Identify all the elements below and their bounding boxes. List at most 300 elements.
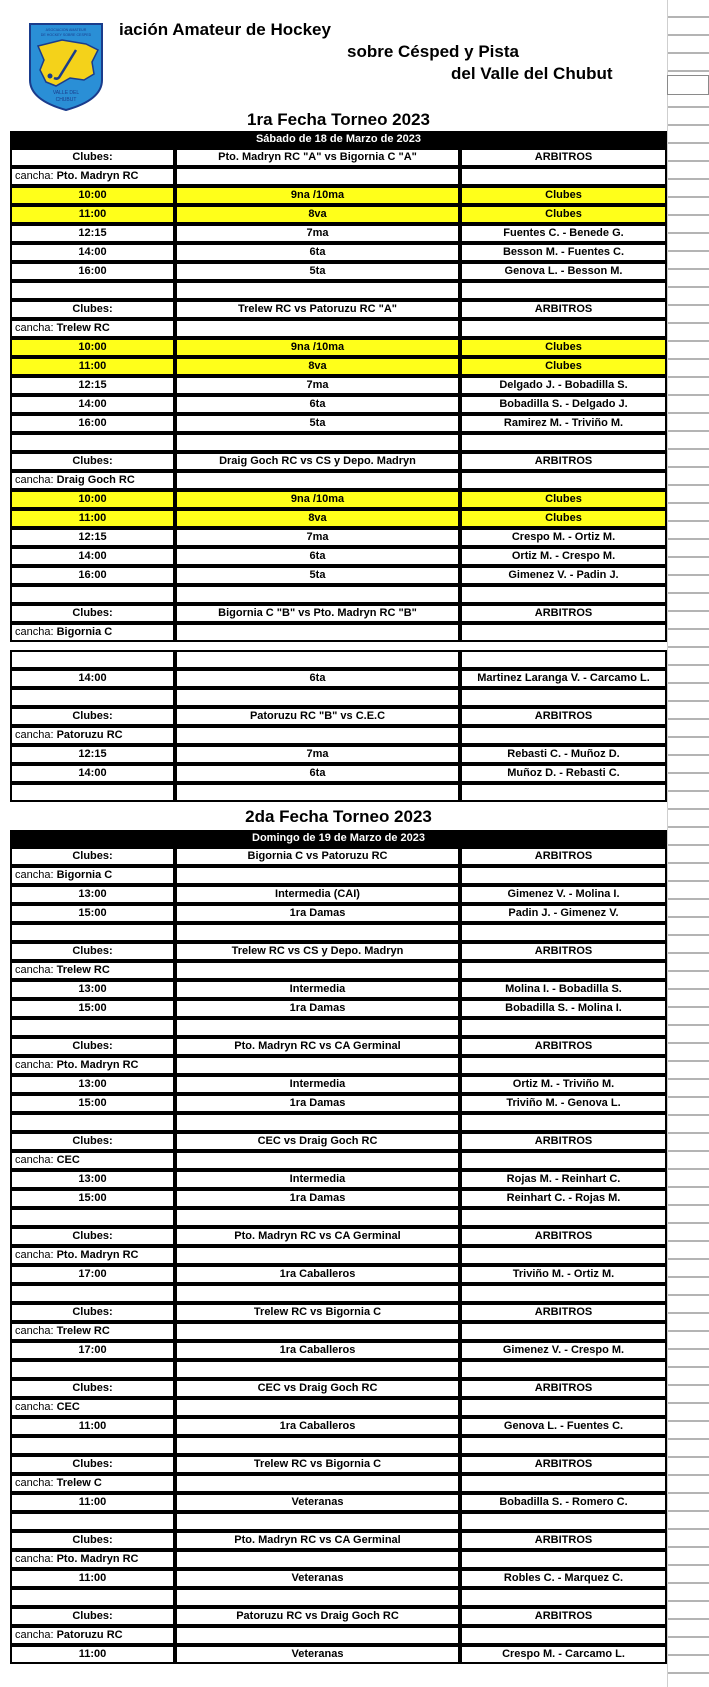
logo-text-4: CHUBUT bbox=[55, 97, 77, 103]
time-cell: 14:00 bbox=[10, 669, 175, 688]
empty-row bbox=[10, 433, 667, 452]
empty-cell bbox=[460, 1208, 667, 1227]
arbitros-label: ARBITROS bbox=[460, 707, 667, 726]
time-cell: 15:00 bbox=[10, 904, 175, 923]
match-row bbox=[10, 745, 667, 764]
match-row bbox=[10, 1094, 667, 1113]
empty-cell bbox=[175, 1056, 460, 1075]
category-cell: 1ra Damas bbox=[175, 1094, 460, 1113]
empty-cell bbox=[175, 1436, 460, 1455]
time-cell: 16:00 bbox=[10, 414, 175, 433]
clubes-header-row bbox=[10, 1227, 667, 1246]
time-cell: 14:00 bbox=[10, 547, 175, 566]
time-cell: 12:15 bbox=[10, 528, 175, 547]
category-cell: 1ra Damas bbox=[175, 904, 460, 923]
arbitros-label: ARBITROS bbox=[460, 300, 667, 319]
arbitros-label: ARBITROS bbox=[460, 452, 667, 471]
clubes-header-row bbox=[10, 1303, 667, 1322]
empty-cell bbox=[10, 783, 175, 802]
category-cell: 1ra Damas bbox=[175, 1189, 460, 1208]
time-cell: 11:00 bbox=[10, 1569, 175, 1588]
match-row bbox=[10, 764, 667, 783]
match-row bbox=[10, 1417, 667, 1436]
referees-cell: Ortiz M. - Triviño M. bbox=[460, 1075, 667, 1094]
empty-cell bbox=[460, 1246, 667, 1265]
empty-cell bbox=[175, 623, 460, 642]
cancha-cell bbox=[10, 961, 175, 980]
empty-cell bbox=[460, 623, 667, 642]
match-row bbox=[10, 1493, 667, 1512]
match-row bbox=[10, 357, 667, 376]
cancha-row bbox=[10, 1398, 667, 1417]
referees-cell: Reinhart C. - Rojas M. bbox=[460, 1189, 667, 1208]
cancha-venue: Pto. Madryn RC bbox=[56, 170, 139, 182]
empty-cell bbox=[460, 1018, 667, 1037]
match-row bbox=[10, 1075, 667, 1094]
date-bar: Sábado de 18 de Marzo de 2023 bbox=[10, 131, 667, 148]
cancha-venue: Pto. Madryn RC bbox=[56, 1059, 139, 1071]
empty-cell bbox=[460, 1436, 667, 1455]
cancha-row bbox=[10, 623, 667, 642]
empty-row bbox=[10, 1284, 667, 1303]
empty-cell bbox=[175, 650, 460, 669]
cancha-cell bbox=[10, 471, 175, 490]
empty-cell bbox=[10, 1512, 175, 1531]
arbitros-label: ARBITROS bbox=[460, 1531, 667, 1550]
referees-cell: Muñoz D. - Rebasti C. bbox=[460, 764, 667, 783]
empty-row bbox=[10, 1512, 667, 1531]
matchup-cell: Trelew RC vs Bigornia C bbox=[175, 1455, 460, 1474]
empty-cell bbox=[10, 433, 175, 452]
empty-cell bbox=[460, 471, 667, 490]
referees-cell: Triviño M. - Ortiz M. bbox=[460, 1265, 667, 1284]
referees-cell: Rojas M. - Reinhart C. bbox=[460, 1170, 667, 1189]
matchup-cell: Pto. Madryn RC "A" vs Bigornia C "A" bbox=[175, 148, 460, 167]
category-cell: 6ta bbox=[175, 764, 460, 783]
cancha-row bbox=[10, 866, 667, 885]
clubes-label: Clubes: bbox=[10, 452, 175, 471]
arbitros-label: ARBITROS bbox=[460, 604, 667, 623]
empty-cell bbox=[175, 585, 460, 604]
clubes-label: Clubes: bbox=[10, 1455, 175, 1474]
empty-cell bbox=[10, 688, 175, 707]
match-row bbox=[10, 376, 667, 395]
clubes-label: Clubes: bbox=[10, 1531, 175, 1550]
match-row bbox=[10, 1341, 667, 1360]
empty-cell bbox=[10, 1284, 175, 1303]
empty-cell bbox=[175, 726, 460, 745]
empty-row bbox=[10, 650, 667, 669]
category-cell: 6ta bbox=[175, 669, 460, 688]
referees-cell: Bobadilla S. - Molina I. bbox=[460, 999, 667, 1018]
referees-cell: Ortiz M. - Crespo M. bbox=[460, 547, 667, 566]
cancha-cell bbox=[10, 1626, 175, 1645]
empty-row bbox=[10, 783, 667, 802]
category-cell: 9na /10ma bbox=[175, 490, 460, 509]
empty-cell bbox=[175, 1550, 460, 1569]
category-cell: 8va bbox=[175, 509, 460, 528]
clubes-label: Clubes: bbox=[10, 1227, 175, 1246]
empty-cell bbox=[460, 1284, 667, 1303]
empty-cell bbox=[175, 1626, 460, 1645]
fecha-title: 2da Fecha Torneo 2023 bbox=[245, 807, 432, 826]
empty-cell bbox=[460, 650, 667, 669]
empty-cell bbox=[175, 1151, 460, 1170]
logo-text-2: DE HOCKEY SOBRE CESPED bbox=[40, 33, 92, 37]
empty-row bbox=[10, 1360, 667, 1379]
category-cell: 1ra Damas bbox=[175, 999, 460, 1018]
empty-cell bbox=[10, 923, 175, 942]
time-cell: 11:00 bbox=[10, 1417, 175, 1436]
empty-cell bbox=[460, 923, 667, 942]
cancha-venue: Trelew RC bbox=[56, 322, 110, 334]
referees-cell: Rebasti C. - Muñoz D. bbox=[460, 745, 667, 764]
time-cell: 15:00 bbox=[10, 1189, 175, 1208]
fecha-title: 1ra Fecha Torneo 2023 bbox=[247, 110, 430, 129]
time-cell: 11:00 bbox=[10, 357, 175, 376]
cancha-label: cancha: bbox=[15, 1553, 54, 1565]
spreadsheet-margin-lines bbox=[667, 0, 709, 1687]
arbitros-label: ARBITROS bbox=[460, 1037, 667, 1056]
empty-cell bbox=[10, 1360, 175, 1379]
empty-row bbox=[10, 923, 667, 942]
empty-cell bbox=[10, 1588, 175, 1607]
category-cell: Intermedia bbox=[175, 1170, 460, 1189]
logo-text-3: VALLE DEL bbox=[52, 90, 80, 96]
clubes-header-row bbox=[10, 1607, 667, 1626]
cancha-label: cancha: bbox=[15, 1401, 54, 1413]
time-cell: 13:00 bbox=[10, 1075, 175, 1094]
empty-cell bbox=[460, 1512, 667, 1531]
cancha-venue: CEC bbox=[56, 1401, 80, 1413]
category-cell: Intermedia (CAI) bbox=[175, 885, 460, 904]
category-cell: 9na /10ma bbox=[175, 338, 460, 357]
match-row bbox=[10, 669, 667, 688]
match-row bbox=[10, 904, 667, 923]
empty-cell bbox=[460, 1360, 667, 1379]
matchup-cell: Bigornia C "B" vs Pto. Madryn RC "B" bbox=[175, 604, 460, 623]
time-cell: 16:00 bbox=[10, 262, 175, 281]
empty-cell bbox=[175, 1113, 460, 1132]
empty-cell bbox=[460, 281, 667, 300]
cancha-cell bbox=[10, 167, 175, 186]
time-cell: 15:00 bbox=[10, 999, 175, 1018]
match-row bbox=[10, 999, 667, 1018]
referees-cell: Gimenez V. - Crespo M. bbox=[460, 1341, 667, 1360]
empty-cell bbox=[175, 1474, 460, 1493]
referees-cell: Crespo M. - Carcamo L. bbox=[460, 1645, 667, 1664]
time-cell: 16:00 bbox=[10, 566, 175, 585]
clubes-header-row bbox=[10, 1379, 667, 1398]
empty-cell bbox=[460, 585, 667, 604]
time-cell: 11:00 bbox=[10, 1493, 175, 1512]
cancha-row bbox=[10, 1246, 667, 1265]
cancha-row bbox=[10, 1474, 667, 1493]
category-cell: Veteranas bbox=[175, 1645, 460, 1664]
org-name-line-2: sobre Césped y Pista bbox=[347, 42, 519, 61]
match-row bbox=[10, 490, 667, 509]
cancha-row bbox=[10, 319, 667, 338]
match-row bbox=[10, 1645, 667, 1664]
cancha-cell bbox=[10, 623, 175, 642]
referees-cell: Fuentes C. - Benede G. bbox=[460, 224, 667, 243]
matchup-cell: Pto. Madryn RC vs CA Germinal bbox=[175, 1037, 460, 1056]
matchup-cell: CEC vs Draig Goch RC bbox=[175, 1132, 460, 1151]
arbitros-label: ARBITROS bbox=[460, 1132, 667, 1151]
empty-cell bbox=[175, 1284, 460, 1303]
arbitros-label: ARBITROS bbox=[460, 1455, 667, 1474]
referees-cell: Besson M. - Fuentes C. bbox=[460, 243, 667, 262]
match-row bbox=[10, 509, 667, 528]
empty-cell bbox=[460, 783, 667, 802]
empty-row bbox=[10, 1436, 667, 1455]
time-cell: 14:00 bbox=[10, 764, 175, 783]
spreadsheet-margin-box bbox=[667, 75, 709, 95]
category-cell: 7ma bbox=[175, 745, 460, 764]
clubes-header-row bbox=[10, 452, 667, 471]
cancha-cell bbox=[10, 1056, 175, 1075]
match-row bbox=[10, 547, 667, 566]
cancha-cell bbox=[10, 1550, 175, 1569]
referees-cell: Clubes bbox=[460, 509, 667, 528]
time-cell: 10:00 bbox=[10, 490, 175, 509]
time-cell: 11:00 bbox=[10, 509, 175, 528]
referees-cell: Genova L. - Besson M. bbox=[460, 262, 667, 281]
hockey-ball-icon bbox=[48, 74, 53, 79]
match-row bbox=[10, 528, 667, 547]
cancha-label: cancha: bbox=[15, 474, 54, 486]
cancha-cell bbox=[10, 866, 175, 885]
empty-cell bbox=[460, 726, 667, 745]
time-cell: 17:00 bbox=[10, 1265, 175, 1284]
empty-cell bbox=[10, 1208, 175, 1227]
empty-cell bbox=[10, 1018, 175, 1037]
cancha-row bbox=[10, 1626, 667, 1645]
match-row bbox=[10, 205, 667, 224]
cancha-venue: Bigornia C bbox=[56, 626, 113, 638]
cancha-cell bbox=[10, 1246, 175, 1265]
clubes-header-row bbox=[10, 1455, 667, 1474]
referees-cell: Clubes bbox=[460, 490, 667, 509]
empty-cell bbox=[175, 1322, 460, 1341]
date-bar: Domingo de 19 de Marzo de 2023 bbox=[10, 830, 667, 847]
empty-row bbox=[10, 688, 667, 707]
cancha-venue: Bigornia C bbox=[56, 869, 113, 881]
arbitros-label: ARBITROS bbox=[460, 1303, 667, 1322]
match-row bbox=[10, 186, 667, 205]
matchup-cell: Trelew RC vs Patoruzu RC "A" bbox=[175, 300, 460, 319]
category-cell: 6ta bbox=[175, 547, 460, 566]
clubes-header-row bbox=[10, 604, 667, 623]
cancha-venue: Trelew C bbox=[56, 1477, 102, 1489]
empty-cell bbox=[175, 688, 460, 707]
cancha-cell bbox=[10, 726, 175, 745]
empty-cell bbox=[175, 1246, 460, 1265]
empty-cell bbox=[175, 1208, 460, 1227]
cancha-row bbox=[10, 167, 667, 186]
clubes-label: Clubes: bbox=[10, 707, 175, 726]
category-cell: 7ma bbox=[175, 376, 460, 395]
referees-cell: Genova L. - Fuentes C. bbox=[460, 1417, 667, 1436]
cancha-venue: Pto. Madryn RC bbox=[56, 1553, 139, 1565]
empty-cell bbox=[460, 1550, 667, 1569]
empty-row bbox=[10, 585, 667, 604]
empty-cell bbox=[175, 319, 460, 338]
empty-cell bbox=[175, 471, 460, 490]
clubes-label: Clubes: bbox=[10, 942, 175, 961]
match-row bbox=[10, 395, 667, 414]
category-cell: 6ta bbox=[175, 395, 460, 414]
matchup-cell: Trelew RC vs Bigornia C bbox=[175, 1303, 460, 1322]
empty-cell bbox=[175, 866, 460, 885]
empty-cell bbox=[175, 167, 460, 186]
empty-cell bbox=[175, 1360, 460, 1379]
empty-cell bbox=[460, 1113, 667, 1132]
empty-cell bbox=[460, 1398, 667, 1417]
category-cell: 8va bbox=[175, 205, 460, 224]
empty-cell bbox=[460, 688, 667, 707]
empty-row bbox=[10, 1208, 667, 1227]
empty-cell bbox=[175, 923, 460, 942]
empty-cell bbox=[175, 1588, 460, 1607]
match-row bbox=[10, 262, 667, 281]
referees-cell: Bobadilla S. - Delgado J. bbox=[460, 395, 667, 414]
match-row bbox=[10, 224, 667, 243]
empty-cell bbox=[175, 1018, 460, 1037]
clubes-label: Clubes: bbox=[10, 1132, 175, 1151]
empty-row bbox=[10, 1018, 667, 1037]
cancha-venue: Patoruzu RC bbox=[56, 729, 123, 741]
time-cell: 11:00 bbox=[10, 205, 175, 224]
empty-cell bbox=[460, 167, 667, 186]
clubes-label: Clubes: bbox=[10, 148, 175, 167]
cancha-cell bbox=[10, 1322, 175, 1341]
match-row bbox=[10, 566, 667, 585]
logo-text-1: ASOCIACION AMATEUR bbox=[45, 28, 87, 32]
cancha-row bbox=[10, 471, 667, 490]
referees-cell: Gimenez V. - Molina I. bbox=[460, 885, 667, 904]
match-row bbox=[10, 1170, 667, 1189]
match-row bbox=[10, 885, 667, 904]
matchup-cell: Pto. Madryn RC vs CA Germinal bbox=[175, 1531, 460, 1550]
org-name-line-3: del Valle del Chubut bbox=[451, 64, 613, 83]
cancha-label: cancha: bbox=[15, 729, 54, 741]
clubes-header-row bbox=[10, 942, 667, 961]
category-cell: 7ma bbox=[175, 528, 460, 547]
empty-cell bbox=[460, 1626, 667, 1645]
cancha-label: cancha: bbox=[15, 626, 54, 638]
empty-row bbox=[10, 1588, 667, 1607]
clubes-label: Clubes: bbox=[10, 604, 175, 623]
arbitros-label: ARBITROS bbox=[460, 1227, 667, 1246]
category-cell: 1ra Caballeros bbox=[175, 1417, 460, 1436]
empty-cell bbox=[10, 1113, 175, 1132]
category-cell: 5ta bbox=[175, 566, 460, 585]
match-row bbox=[10, 243, 667, 262]
empty-cell bbox=[460, 961, 667, 980]
empty-row bbox=[10, 281, 667, 300]
category-cell: Intermedia bbox=[175, 980, 460, 999]
empty-cell bbox=[460, 1322, 667, 1341]
clubes-label: Clubes: bbox=[10, 1379, 175, 1398]
time-cell: 13:00 bbox=[10, 885, 175, 904]
time-cell: 11:00 bbox=[10, 1645, 175, 1664]
cancha-cell bbox=[10, 319, 175, 338]
cancha-label: cancha: bbox=[15, 1249, 54, 1261]
empty-cell bbox=[175, 961, 460, 980]
time-cell: 15:00 bbox=[10, 1094, 175, 1113]
referees-cell: Clubes bbox=[460, 205, 667, 224]
clubes-header-row bbox=[10, 1132, 667, 1151]
time-cell: 10:00 bbox=[10, 186, 175, 205]
matchup-cell: Pto. Madryn RC vs CA Germinal bbox=[175, 1227, 460, 1246]
category-cell: Intermedia bbox=[175, 1075, 460, 1094]
cancha-row bbox=[10, 1151, 667, 1170]
cancha-row bbox=[10, 1056, 667, 1075]
empty-cell bbox=[175, 1398, 460, 1417]
arbitros-label: ARBITROS bbox=[460, 847, 667, 866]
clubes-header-row bbox=[10, 148, 667, 167]
clubes-label: Clubes: bbox=[10, 1607, 175, 1626]
empty-cell bbox=[460, 1151, 667, 1170]
cancha-label: cancha: bbox=[15, 1154, 54, 1166]
category-cell: 1ra Caballeros bbox=[175, 1265, 460, 1284]
org-name-line-1: iación Amateur de Hockey bbox=[119, 20, 331, 39]
time-cell: 12:15 bbox=[10, 224, 175, 243]
time-cell: 12:15 bbox=[10, 376, 175, 395]
arbitros-label: ARBITROS bbox=[460, 1379, 667, 1398]
category-cell: Veteranas bbox=[175, 1569, 460, 1588]
cancha-venue: CEC bbox=[56, 1154, 80, 1166]
time-cell: 12:15 bbox=[10, 745, 175, 764]
match-row bbox=[10, 414, 667, 433]
clubes-label: Clubes: bbox=[10, 847, 175, 866]
time-cell: 10:00 bbox=[10, 338, 175, 357]
cancha-venue: Trelew RC bbox=[56, 964, 110, 976]
empty-cell bbox=[175, 433, 460, 452]
match-row bbox=[10, 1569, 667, 1588]
matchup-cell: Patoruzu RC "B" vs C.E.C bbox=[175, 707, 460, 726]
cancha-venue: Draig Goch RC bbox=[56, 474, 135, 486]
cancha-venue: Patoruzu RC bbox=[56, 1629, 123, 1641]
matchup-cell: Draig Goch RC vs CS y Depo. Madryn bbox=[175, 452, 460, 471]
cancha-cell bbox=[10, 1398, 175, 1417]
empty-cell bbox=[175, 783, 460, 802]
referees-cell: Clubes bbox=[460, 357, 667, 376]
matchup-cell: Trelew RC vs CS y Depo. Madryn bbox=[175, 942, 460, 961]
cancha-label: cancha: bbox=[15, 1629, 54, 1641]
time-cell: 17:00 bbox=[10, 1341, 175, 1360]
clubes-header-row bbox=[10, 300, 667, 319]
empty-cell bbox=[460, 1588, 667, 1607]
cancha-label: cancha: bbox=[15, 322, 54, 334]
empty-cell bbox=[460, 866, 667, 885]
category-cell: 1ra Caballeros bbox=[175, 1341, 460, 1360]
clubes-label: Clubes: bbox=[10, 300, 175, 319]
cancha-label: cancha: bbox=[15, 1325, 54, 1337]
empty-cell bbox=[460, 433, 667, 452]
cancha-label: cancha: bbox=[15, 1059, 54, 1071]
clubes-header-row bbox=[10, 707, 667, 726]
category-cell: 5ta bbox=[175, 262, 460, 281]
cancha-label: cancha: bbox=[15, 170, 54, 182]
clubes-header-row bbox=[10, 847, 667, 866]
cancha-cell bbox=[10, 1151, 175, 1170]
time-cell: 13:00 bbox=[10, 980, 175, 999]
matchup-cell: CEC vs Draig Goch RC bbox=[175, 1379, 460, 1398]
time-cell: 13:00 bbox=[10, 1170, 175, 1189]
time-cell: 14:00 bbox=[10, 395, 175, 414]
